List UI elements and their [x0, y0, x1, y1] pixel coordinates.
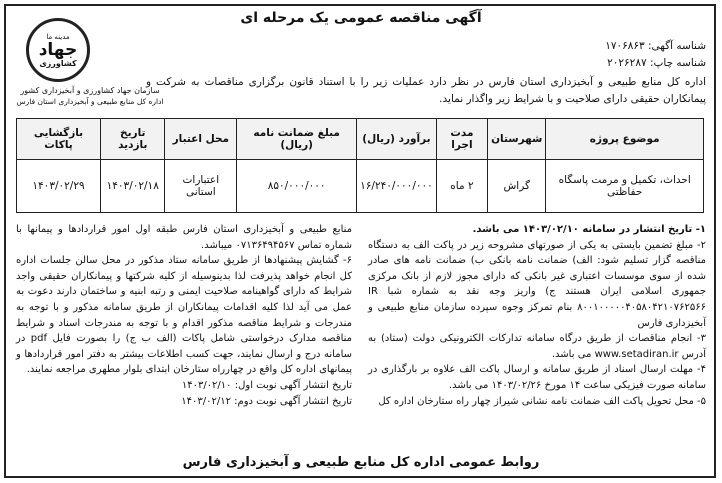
- org-line-1: سازمان جهاد کشاورزی و آبخیزداری کشور: [20, 86, 160, 95]
- condition-5: ۵- محل تحویل پاکت الف ضمانت نامه نشانی شیراز چهار راه ستارخان اداره کل: [378, 395, 706, 407]
- td-estimate: ۱۶/۲۴۰/۰۰۰/۰۰۰: [357, 160, 437, 213]
- condition-1: ۱- تاریخ انتشار در سامانه ۱۴۰۳/۰۲/۱۰ می باشد.: [472, 224, 706, 235]
- td-opening-date: ۱۴۰۳/۰۲/۲۹: [17, 160, 101, 213]
- th-city: شهرستان: [488, 119, 546, 160]
- publish-date-2: تاریخ انتشار آگهی نوبت دوم: ۱۴۰۳/۰۲/۱۲: [181, 395, 352, 407]
- td-subject: احداث، تکمیل و مرمت پاسگاه حفاظتی: [546, 160, 704, 213]
- org-line-2: اداره کل منابع طبیعی و آبخیزداری استان فارس: [16, 97, 164, 106]
- print-id: [607, 57, 706, 69]
- td-guarantee: ۸۵۰/۰۰۰/۰۰۰: [237, 160, 357, 213]
- condition-3: ۳- انجام مناقصات از طریق درگاه سامانه تدارکات الکترونیکی دولت (ستاد) به آدرس www.setadiran.ir می باشد.: [368, 333, 706, 360]
- publish-date-1: تاریخ انتشار آگهی نوبت اول: ۱۴۰۳/۰۲/۱۰: [181, 379, 352, 391]
- table-row: [17, 160, 704, 213]
- conditions-right-column: [368, 222, 706, 409]
- jahad-logo: [26, 18, 90, 82]
- notice-id-value: ۱۷۰۶۸۶۳: [605, 40, 645, 52]
- th-funding: محل اعتبار: [165, 119, 237, 160]
- conditions-left-column: [16, 222, 352, 409]
- th-estimate: برآورد (ریال): [357, 119, 437, 160]
- print-id-value: ۲۰۲۶۲۸۷: [607, 57, 647, 69]
- table-header-row: [17, 119, 704, 160]
- td-funding: اعتبارات استانی: [165, 160, 237, 213]
- th-subject: موضوع پروژه: [546, 119, 704, 160]
- th-opening-date: بازگشایی پاکات: [17, 119, 101, 160]
- logo-bottom-text: کشاورزی: [39, 58, 77, 68]
- tender-table: [16, 118, 704, 213]
- notice-id-label: شناسه آگهی:: [648, 40, 706, 52]
- intro-paragraph: اداره کل منابع طبیعی و آبخیزداری استان فارس در نظر دارد عملیات زیر را با استناد قانون برگزاری مناقصات به شرکت و پیمانکاران حقیقی دارای صلاحیت و با شرایط زیر واگذار نماید.: [146, 76, 706, 105]
- th-guarantee: مبلغ ضمانت نامه (ریال): [237, 119, 357, 160]
- notice-title: آگهی مناقصه عمومی یک مرحله ای: [240, 10, 482, 26]
- condition-6: ۶- گشایش پیشنهادها از طریق سامانه ستاد مذکور در محل سالن جلسات اداره کل انجام خواهد پذیرفت لذا بدینوسیله از کلیه شرکتها و پیمانکاران حقیقی واجد شرایط که دارای گواهینامه صلاحیت ایمنی و رتبه ابنیه و ساختمان دارند دعوت به عمل می آید لذا کلیه اقدامات پیمانکاران از طریق سامانه مذکور و با توجه به مندرجات و شرایط مناقصه مذکور اقدام و با توجه به مندرجات اسناد و شرایط مناقصه مدارک درخواستی شامل پاکات (الف ب ج) را بصورت فایل pdf در سامانه درج و ارسال نمایند، جهت کسب اطلاعات بیشتر به دفتر امور قراردادها و پیمانهای اداره کل واقع در چهارراه ستارخان ابتدای بلوار مطهری مراجعه نمایند.: [16, 255, 352, 376]
- condition-5-cont: منابع طبیعی و آبخیزداری استان فارس طبقه اول امور قراردادها و پیمانها با شماره تماس ۰۷۱۳۶۴۹۴۵۶۷ میباشد.: [16, 224, 352, 251]
- td-visit-date: ۱۴۰۳/۰۲/۱۸: [101, 160, 165, 213]
- logo-main-text: جهاد: [38, 39, 78, 60]
- td-city: گراش: [488, 160, 546, 213]
- footer-signature: روابط عمومی اداره کل منابع طبیعی و آبخیزداری فارس: [182, 455, 540, 470]
- td-duration: ۲ ماه: [436, 160, 487, 213]
- logo-top-text: مدینه ما: [46, 32, 70, 41]
- th-duration: مدت اجرا: [436, 119, 487, 160]
- condition-2: ۲- مبلغ تضمین بایستی به یکی از صورتهای مشروحه زیر در پاکت الف به دستگاه مناقصه گزار تسلیم شود: الف) ضمانت نامه بانکی ب) ضمانت نامه های صادر شده از سوی موسسات اعتباری غیر بانکی که دارای مجوز لازم از بانک مرکزی جمهوری اسلامی ایران هستند ج) واریز وجه نقد به شماره شبا IR ۸۰۰۱۰۰۰۰۰۴۰۵۸۰۴۲۱۰۷۶۲۵۶۶ بنام تمرکز وجوه سپرده سازمان منابع طبیعی و آبخیزداری فارس: [368, 239, 706, 329]
- notice-id: [605, 40, 706, 52]
- condition-4: ۴- مهلت ارسال اسناد از طریق سامانه و ارسال پاکت الف علاوه بر بارگذاری در سامانه صورت فیزیکی ساعت ۱۴ مورخ ۱۴۰۳/۰۲/۲۶ می باشد.: [368, 364, 706, 391]
- th-visit-date: تاریخ بازدید: [101, 119, 165, 160]
- print-id-label: شناسه چاپ:: [649, 57, 706, 69]
